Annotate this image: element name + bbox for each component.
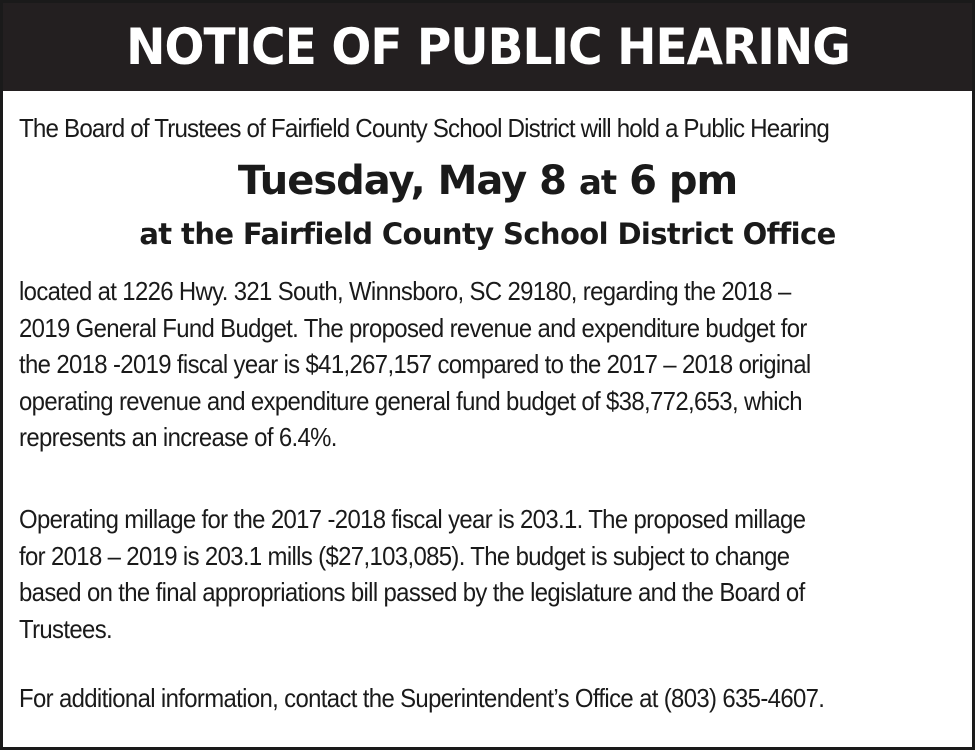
hearing-location: at the Fairfield County School District Office [139, 217, 836, 251]
hearing-date: Tuesday, May 8 [237, 158, 579, 204]
paragraph-line: For additional information, contact the Superintendent’s Office at (803) 635-4607. [19, 683, 825, 713]
millage-paragraph [19, 501, 902, 647]
notice-banner [3, 3, 972, 91]
paragraph-line: 2019 General Fund Budget. The proposed revenue and expenditure budget for [19, 312, 807, 343]
paragraph-line: Operating millage for the 2017 -2018 fiscal year is 203.1. The proposed millage [19, 504, 806, 534]
hearing-at-label: at [578, 163, 617, 203]
paragraph-line: operating revenue and expenditure general fund budget of $38,772,653, which [19, 385, 802, 416]
paragraph-line: located at 1226 Hwy. 321 South, Winnsboro, SC 29180, regarding the 2018 – [19, 276, 791, 306]
notice-title: NOTICE OF PUBLIC HEARING [125, 18, 850, 76]
paragraph-line: represents an increase of 6.4%. [19, 422, 337, 452]
hearing-time: 6 pm [616, 158, 738, 204]
paragraph-line: Trustees. [19, 613, 113, 644]
paragraph-line: the 2018 -2019 fiscal year is $41,267,157 compared to the 2017 – 2018 original [19, 349, 811, 379]
paragraph-line: for 2018 – 2019 is 203.1 mills ($27,103,085). The budget is subject to change [19, 540, 790, 571]
intro-text: The Board of Trustees of Fairfield County School District will hold a Public Hearing [19, 113, 829, 143]
budget-paragraph [19, 273, 902, 456]
paragraph-line: based on the final appropriations bill passed by the legislature and the Board of [19, 577, 805, 607]
contact-paragraph [19, 680, 902, 717]
hearing-date-time [3, 158, 972, 206]
